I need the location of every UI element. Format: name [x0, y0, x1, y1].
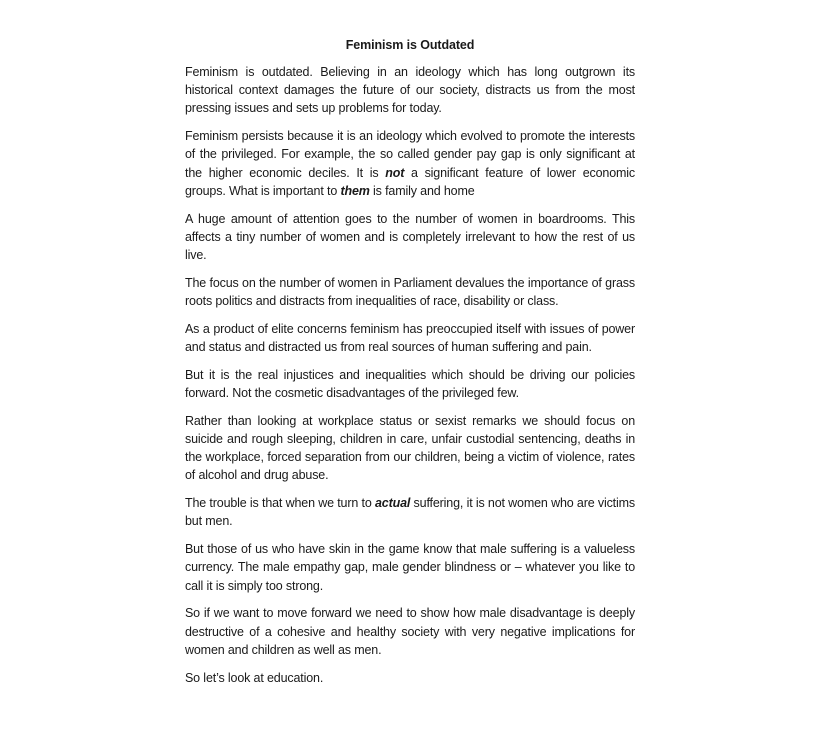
emphasized-text: not	[385, 165, 405, 180]
paragraph	[185, 604, 635, 659]
emphasized-text: them	[340, 183, 370, 198]
paragraph	[185, 63, 635, 118]
paragraph	[185, 320, 635, 356]
paragraph	[185, 274, 635, 310]
paragraph-text: Feminism is outdated. Believing in an ideology which has long outgrown its historical context damages the future of our society, distracts us from the most pressing issues and sets up problems for today.	[185, 65, 635, 116]
paragraph-text: The focus on the number of women in Parliament devalues the importance of grass roots politics and distracts from inequalities of race, disability or class.	[185, 275, 635, 309]
paragraph-text: As a product of elite concerns feminism has preoccupied itself with issues of power and status and distracted us from real sources of human suffering and pain.	[185, 321, 635, 355]
paragraph-text: A huge amount of attention goes to the number of women in boardrooms. This affects a tiny number of women and is completely irrelevant to how the rest of us live.	[185, 211, 635, 263]
paragraph-text: is family and home	[369, 183, 475, 198]
paragraph	[185, 494, 635, 530]
paragraph	[185, 412, 635, 485]
paragraph-text: So let’s look at education.	[185, 670, 324, 685]
paragraph	[185, 366, 635, 402]
paragraph	[185, 127, 635, 200]
paragraph-text: The trouble is that when we turn to	[185, 496, 375, 511]
document-page	[185, 36, 635, 696]
paragraph	[185, 540, 635, 595]
paragraph-text: But it is the real injustices and inequalities which should be driving our policies forward. Not the cosmetic disadvantages of the privileged few.	[185, 367, 635, 401]
paragraph	[185, 210, 635, 265]
emphasized-text: actual	[374, 496, 411, 511]
paragraph-text: suffering, it is not women who are victims but men.	[185, 496, 635, 529]
paragraph-text: But those of us who have skin in the game know that male suffering is a valueless currency. The male empathy gap, male gender blindness or – whatever you like to call it is simply too strong.	[185, 542, 635, 593]
paragraph	[185, 669, 635, 687]
document-body	[185, 63, 635, 687]
paragraph-text: Rather than looking at workplace status or sexist remarks we should focus on suicide and rough sleeping, children in care, unfair custodial sentencing, deaths in the workplace, forced separation from our children, being a victim of violence, rates of alcohol and drug abuse.	[185, 413, 635, 483]
paragraph-text: a significant feature of lower economic groups. What is important to	[185, 165, 635, 198]
document-title: Feminism is Outdated	[345, 38, 475, 52]
paragraph-text: Feminism persists because it is an ideology which evolved to promote the interests of the privileged. For example, the so called gender pay gap is only significant at the higher economic deciles. It is	[185, 129, 635, 180]
paragraph-text: So if we want to move forward we need to show how male disadvantage is deeply destructive of a cohesive and healthy society with very negative implications for women and children as well as men.	[185, 606, 635, 657]
